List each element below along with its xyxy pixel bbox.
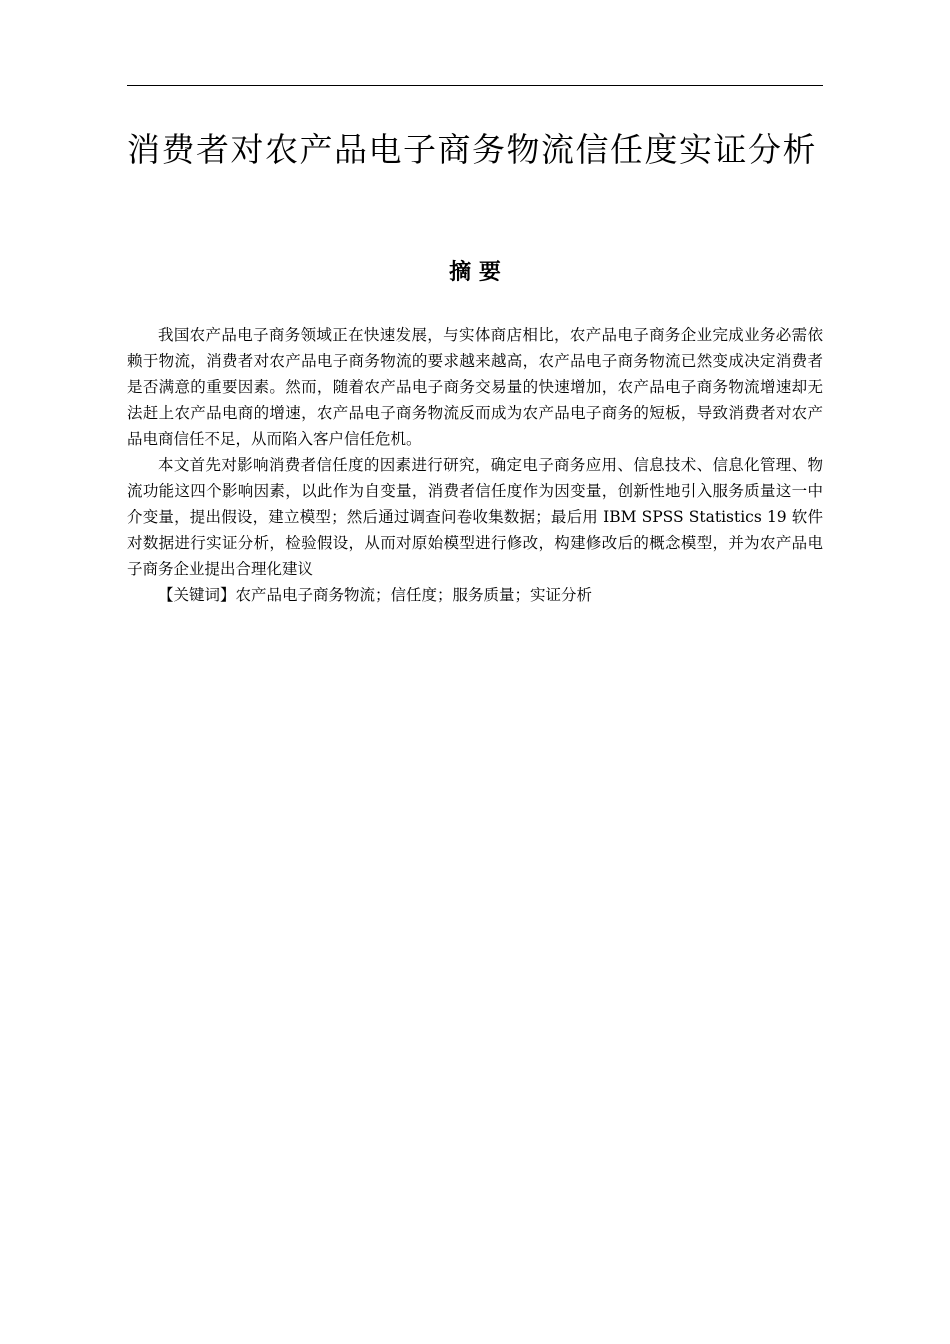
header-rule <box>127 85 823 86</box>
abstract-paragraph-1: 我国农产品电子商务领域正在快速发展，与实体商店相比，农产品电子商务企业完成业务必需依赖于物流，消费者对农产品电子商务物流的要求越来越高，农产品电子商务物流已然变成决定消费者是否满意的重要因素。然而，随着农产品电子商务交易量的快速增加，农产品电子商务物流增速却无法赶上农产品电商的增速，农产品电子商务物流反而成为农产品电子商务的短板，导致消费者对农产品电商信任不足，从而陷入客户信任危机。 <box>127 326 823 448</box>
abstract-heading: 摘 要 <box>449 260 501 285</box>
abstract-paragraph-2: 本文首先对影响消费者信任度的因素进行研究，确定电子商务应用、信息技术、信息化管理、物流功能这四个影响因素，以此作为自变量，消费者信任度作为因变量，创新性地引入服务质量这一中介变量，提出假设，建立模型；然后通过调查问卷收集数据；最后用 IBM SPSS Statistics 19 软件对数据进行实证分析，检验假设，从而对原始模型进行修改，构建修改后的概念模型，并为农产品电子商务企业提出合理化建议 <box>127 456 823 578</box>
abstract-body <box>127 322 823 608</box>
document-title: 消费者对农产品电子商务物流信任度实证分析 <box>127 130 817 169</box>
keywords-line: 【关键词】农产品电子商务物流；信任度；服务质量；实证分析 <box>158 586 593 604</box>
